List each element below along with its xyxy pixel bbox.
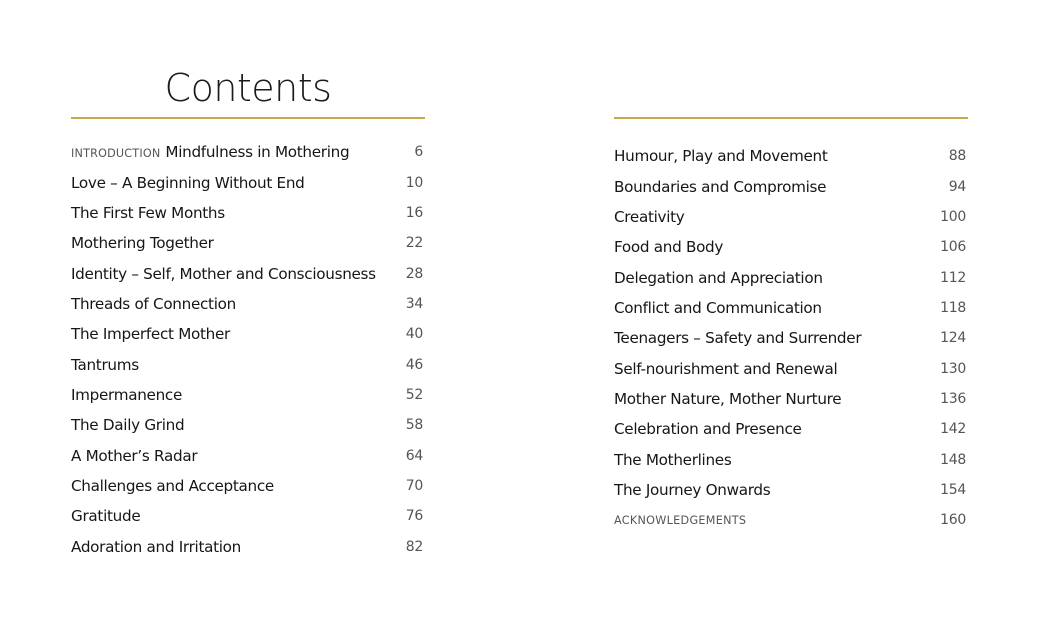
toc-entry-page: 94 [948,178,966,195]
toc-entry[interactable] [614,323,966,353]
gold-rule-right [614,117,968,119]
toc-entry-title: The Imperfect Mother [71,325,230,344]
toc-entry[interactable] [614,293,966,323]
toc-entry[interactable] [71,501,423,531]
toc-entry-page: 16 [405,204,423,221]
toc-entry[interactable] [614,202,966,232]
toc-entry-title: Creativity [614,207,685,226]
toc-entry[interactable] [71,319,423,349]
toc-entry-page: 64 [405,447,423,464]
toc-entry-page: 154 [940,481,966,498]
toc-entry-title: Self-nourishment and Renewal [614,359,838,378]
toc-entry[interactable] [71,167,423,197]
toc-entry-title: The Daily Grind [71,416,185,435]
toc-entry-title: Tantrums [71,355,139,374]
toc-entry-page: 118 [940,299,966,316]
toc-entry[interactable] [614,171,966,201]
toc-entry-page: 100 [940,208,966,225]
toc-list-right [614,141,966,535]
toc-list-left [71,137,423,562]
toc-entry[interactable] [71,137,423,167]
toc-entry[interactable] [71,471,423,501]
toc-entry[interactable] [71,349,423,379]
toc-entry-title: Food and Body [614,238,724,257]
toc-entry-page: 130 [940,360,966,377]
toc-entry-page: 148 [940,451,966,468]
toc-entry-title: Teenagers – Safety and Surrender [614,329,862,348]
toc-entry-page: 76 [405,508,423,525]
toc-entry[interactable] [71,440,423,470]
toc-entry-page: 6 [414,144,423,161]
toc-entry[interactable] [71,258,423,288]
toc-entry-title: Mindfulness in Mothering [165,143,350,162]
toc-entry-title: The Motherlines [614,450,732,469]
toc-entry-title: The Journey Onwards [614,480,771,499]
toc-entry-title: Gratitude [71,507,141,526]
toc-entry[interactable] [71,410,423,440]
toc-entry[interactable] [71,380,423,410]
toc-entry[interactable] [614,353,966,383]
toc-entry[interactable] [71,289,423,319]
toc-entry-page: 34 [405,295,423,312]
toc-entry-title: Humour, Play and Movement [614,147,828,166]
toc-entry[interactable] [614,475,966,505]
toc-entry-title: Impermanence [71,385,183,404]
toc-entry-page: 160 [940,512,966,529]
toc-entry-title: Mothering Together [71,234,214,253]
toc-entry-title: Love – A Beginning Without End [71,173,305,192]
toc-entry[interactable] [614,232,966,262]
toc-entry-page: 112 [940,269,966,286]
toc-entry-title: Threads of Connection [71,294,236,313]
toc-entry[interactable] [71,228,423,258]
toc-entry-page: 88 [948,148,966,165]
toc-entry-page: 106 [940,239,966,256]
toc-entry-title: Boundaries and Compromise [614,177,827,196]
toc-entry-page: 46 [405,356,423,373]
toc-entry-prefix: INTRODUCTION [71,147,161,161]
toc-entry-page: 28 [405,265,423,282]
toc-entry-title: Identity – Self, Mother and Consciousness [71,264,376,283]
toc-entry[interactable] [614,414,966,444]
toc-entry-page: 136 [940,390,966,407]
toc-entry-title: The First Few Months [71,203,225,222]
toc-entry-title: ACKNOWLEDGEMENTS [614,513,747,527]
toc-entry-page: 58 [405,417,423,434]
toc-entry-title: Conflict and Communication [614,298,822,317]
toc-entry-page: 52 [405,386,423,403]
toc-entry-title: Celebration and Presence [614,420,802,439]
toc-entry-page: 82 [405,538,423,555]
toc-entry-page: 22 [405,235,423,252]
toc-entry-title: A Mother’s Radar [71,446,198,465]
toc-entry[interactable] [614,384,966,414]
toc-entry-title: Mother Nature, Mother Nurture [614,389,842,408]
toc-entry-title: Delegation and Appreciation [614,268,823,287]
toc-entry[interactable] [614,262,966,292]
toc-entry-page: 124 [940,330,966,347]
toc-entry-page: 142 [940,421,966,438]
toc-entry-title: Challenges and Acceptance [71,476,274,495]
toc-entry-acknowledgements[interactable] [614,505,966,535]
toc-entry[interactable] [71,198,423,228]
toc-entry-page: 40 [405,326,423,343]
toc-entry[interactable] [614,141,966,171]
toc-entry-page: 10 [405,174,423,191]
page-title: Contents [164,66,332,110]
gold-rule-left [71,117,425,119]
toc-entry[interactable] [71,531,423,561]
toc-entry-title: Adoration and Irritation [71,537,241,556]
toc-entry[interactable] [614,444,966,474]
toc-entry-page: 70 [405,477,423,494]
